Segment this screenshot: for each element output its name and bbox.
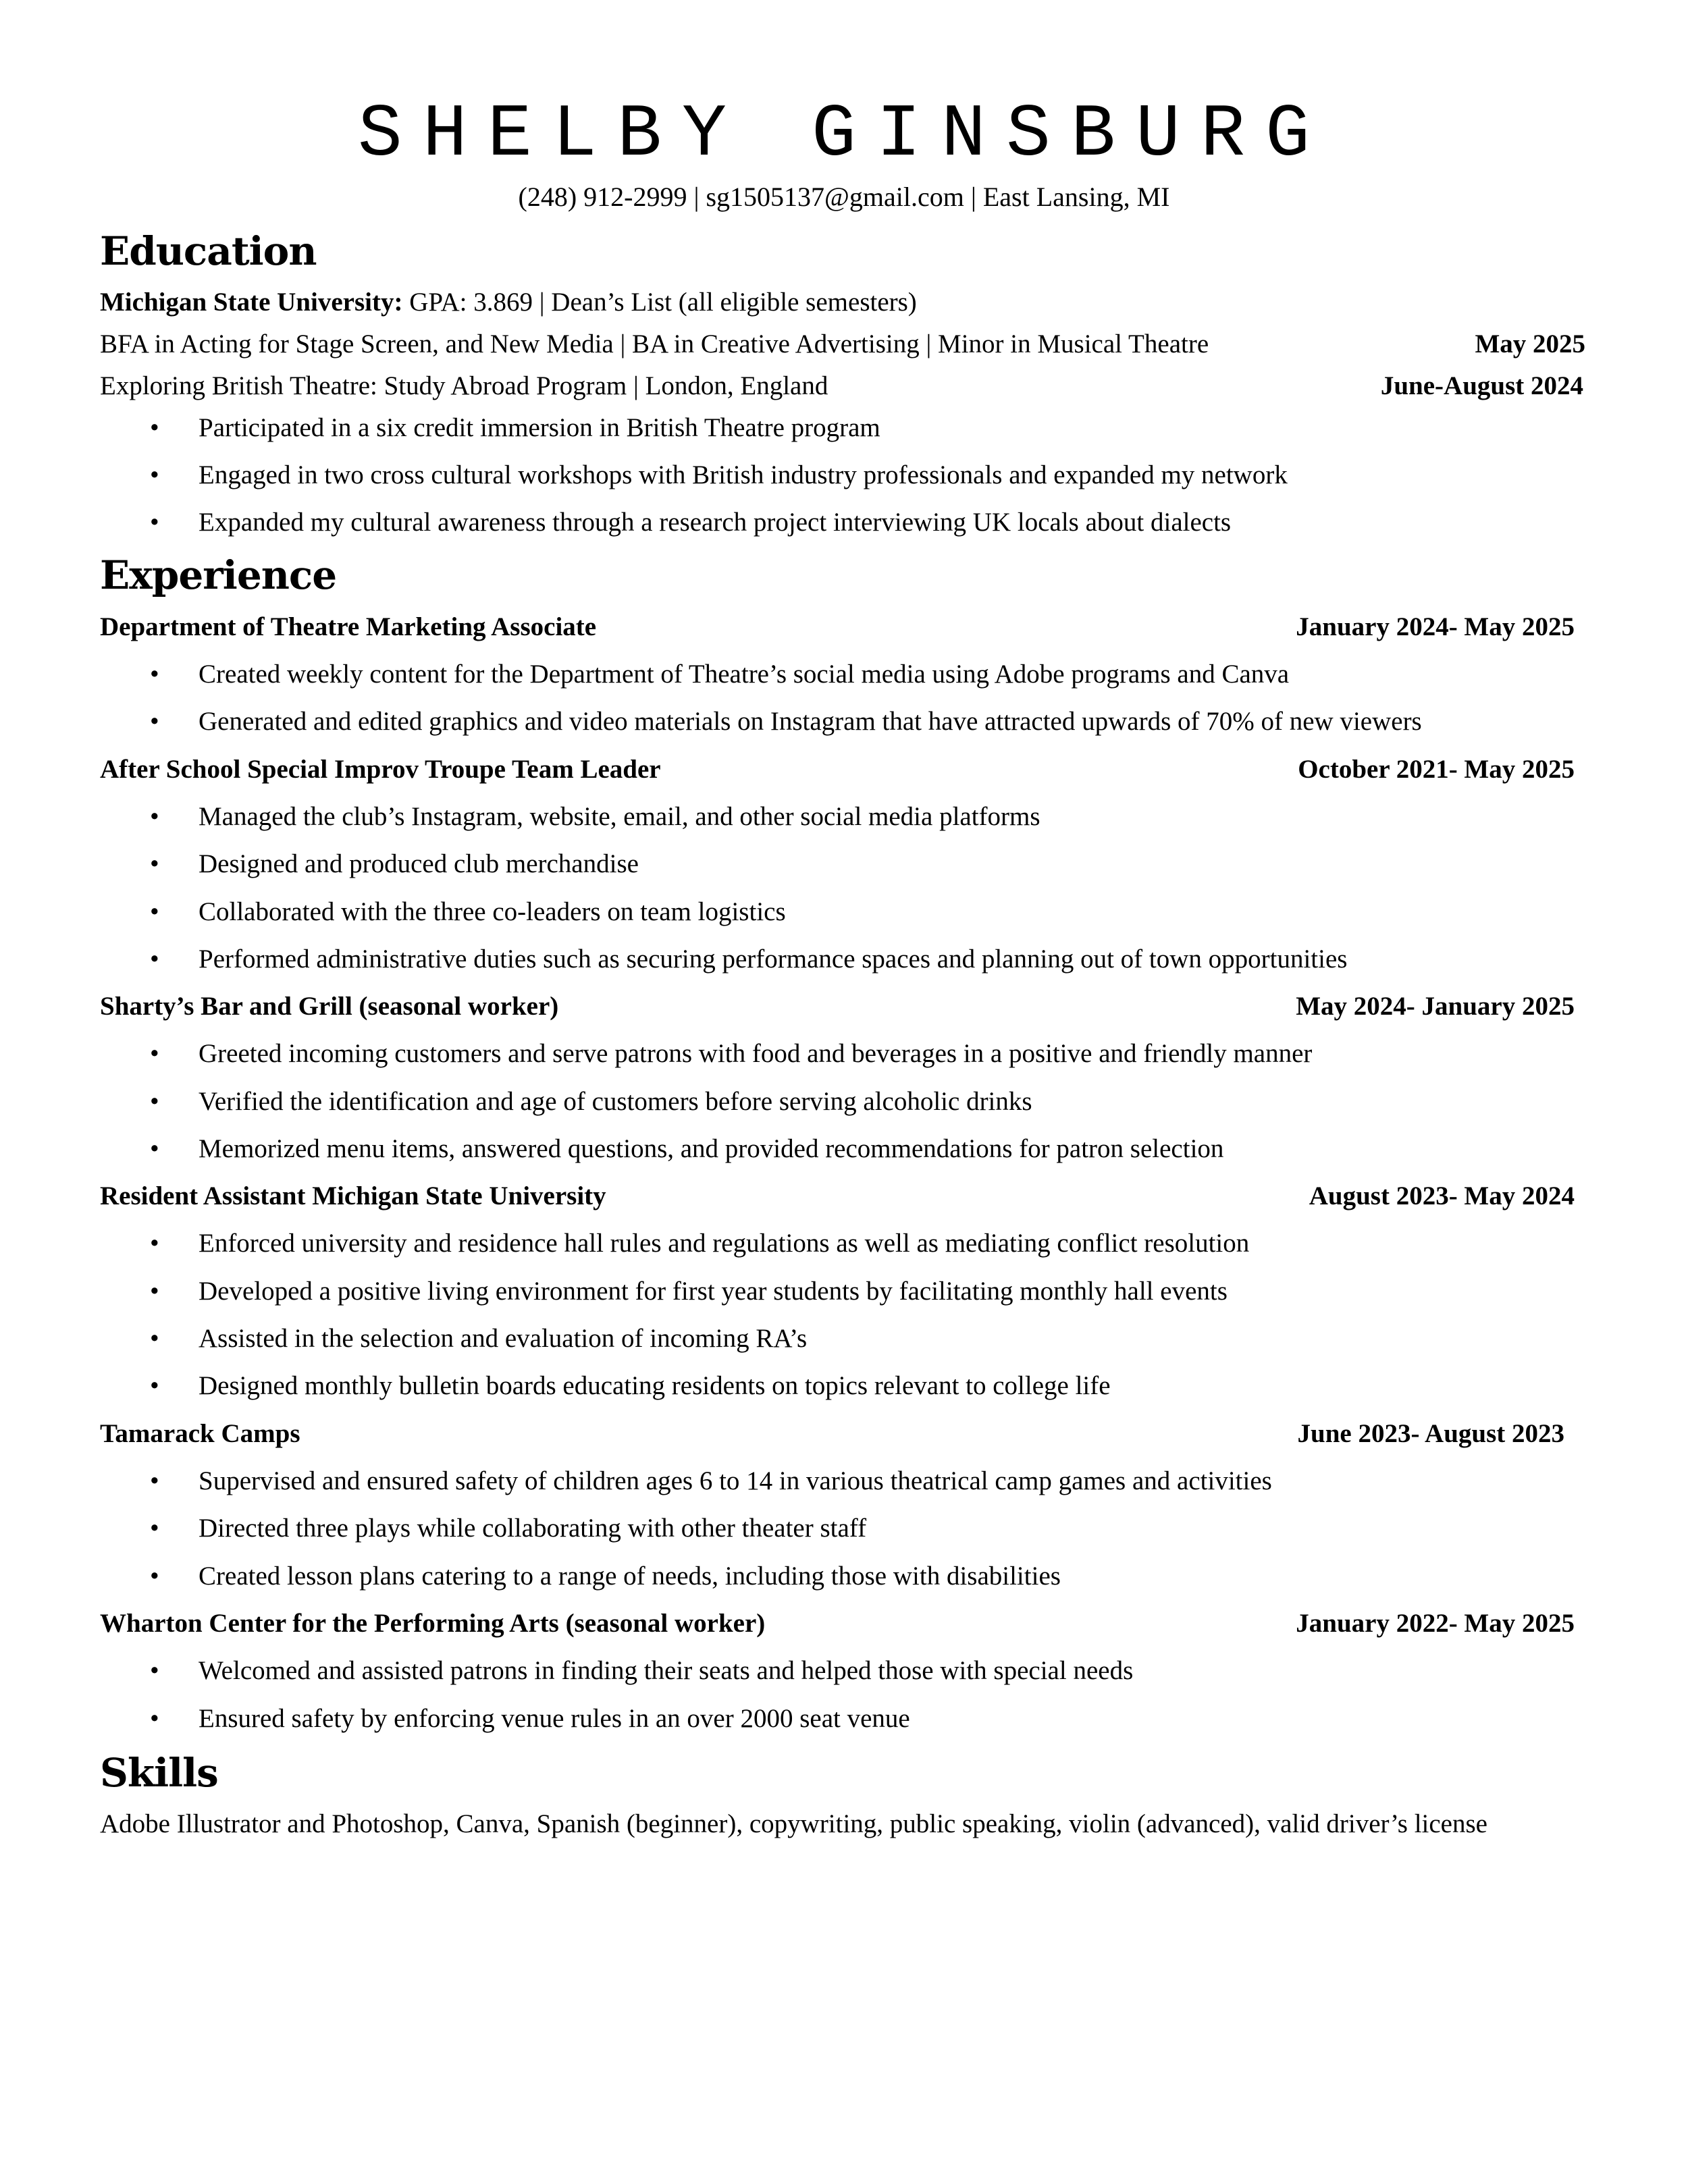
job-date: May 2024- January 2025 — [1296, 992, 1575, 1021]
job-title: Wharton Center for the Performing Arts (seasonal worker) — [100, 1609, 766, 1638]
list-item: Developed a positive living environment for first year students by facilitating monthly hall events — [199, 1277, 1228, 1306]
bullet-icon: • — [150, 1039, 159, 1068]
job-date: January 2022- May 2025 — [1296, 1609, 1575, 1638]
bullet-icon: • — [150, 1704, 159, 1733]
abroad-line: Exploring British Theatre: Study Abroad Program | London, England — [100, 371, 828, 400]
bullet-icon: • — [150, 707, 159, 736]
list-item: Expanded my cultural awareness through a research project interviewing UK locals about dialects — [199, 508, 1232, 537]
list-item: Created weekly content for the Department of Theatre’s social media using Adobe programs and Canva — [199, 660, 1290, 689]
job-title: Tamarack Camps — [100, 1419, 300, 1448]
experience-heading: Experience — [100, 552, 337, 598]
list-item: Created lesson plans catering to a range of needs, including those with disabilities — [199, 1562, 1061, 1591]
list-item: Managed the club’s Instagram, website, email, and other social media platforms — [199, 802, 1040, 831]
job-title: Department of Theatre Marketing Associate — [100, 612, 597, 641]
school-detail: GPA: 3.869 | Dean’s List (all eligible semesters) — [402, 288, 917, 317]
list-item: Verified the identification and age of customers before serving alcoholic drinks — [199, 1087, 1032, 1116]
candidate-name: SHELBY GINSBURG — [357, 93, 1331, 178]
list-item: Enforced university and residence hall rules and regulations as well as mediating conflict resolution — [199, 1229, 1250, 1258]
abroad-date: June-August 2024 — [1380, 371, 1583, 400]
list-item: Performed administrative duties such as securing performance spaces and planning out of town opportunities — [199, 944, 1348, 974]
bullet-icon: • — [150, 1134, 159, 1163]
list-item: Ensured safety by enforcing venue rules in an over 2000 seat venue — [199, 1704, 910, 1733]
bullet-icon: • — [150, 802, 159, 831]
bullet-icon: • — [150, 1324, 159, 1353]
list-item: Designed monthly bulletin boards educating residents on topics relevant to college life — [199, 1371, 1111, 1400]
bullet-icon: • — [150, 460, 159, 489]
school-line — [100, 285, 917, 320]
list-item: Supervised and ensured safety of children ages 6 to 14 in various theatrical camp games and activities — [199, 1466, 1272, 1495]
contact-info: (248) 912-2999 | sg1505137@gmail.com | East Lansing, MI — [518, 182, 1170, 212]
job-title: After School Special Improv Troupe Team Leader — [100, 755, 661, 784]
job-date: August 2023- May 2024 — [1309, 1181, 1575, 1210]
bullet-icon: • — [150, 1562, 159, 1591]
list-item: Generated and edited graphics and video materials on Instagram that have attracted upwards of 70% of new viewers — [199, 707, 1422, 736]
degree-line: BFA in Acting for Stage Screen, and New Media | BA in Creative Advertising | Minor in Musical Theatre — [100, 329, 1209, 358]
bullet-icon: • — [150, 849, 159, 878]
education-heading: Education — [100, 228, 317, 274]
bullet-icon: • — [150, 1656, 159, 1685]
list-item: Welcomed and assisted patrons in finding their seats and helped those with special needs — [199, 1656, 1134, 1685]
list-item: Participated in a six credit immersion in British Theatre program — [199, 413, 880, 442]
bullet-icon: • — [150, 944, 159, 974]
list-item: Directed three plays while collaborating with other theater staff — [199, 1514, 867, 1543]
job-date: January 2024- May 2025 — [1296, 612, 1575, 641]
bullet-icon: • — [150, 660, 159, 689]
list-item: Memorized menu items, answered questions, and provided recommendations for patron selection — [199, 1134, 1224, 1163]
list-item: Assisted in the selection and evaluation of incoming RA’s — [199, 1324, 808, 1353]
bullet-icon: • — [150, 413, 159, 442]
bullet-icon: • — [150, 1277, 159, 1306]
list-item: Greeted incoming customers and serve patrons with food and beverages in a positive and friendly manner — [199, 1039, 1313, 1068]
list-item: Engaged in two cross cultural workshops with British industry professionals and expanded my network — [199, 460, 1288, 489]
bullet-icon: • — [150, 1466, 159, 1495]
bullet-icon: • — [150, 1514, 159, 1543]
bullet-icon: • — [150, 508, 159, 537]
degree-date: May 2025 — [1475, 329, 1585, 358]
school-name: Michigan State University: — [100, 288, 403, 317]
bullet-icon: • — [150, 1229, 159, 1258]
bullet-icon: • — [150, 1371, 159, 1400]
bullet-icon: • — [150, 1087, 159, 1116]
job-date: June 2023- August 2023 — [1297, 1419, 1564, 1448]
list-item: Collaborated with the three co-leaders on team logistics — [199, 897, 786, 926]
list-item: Designed and produced club merchandise — [199, 849, 639, 878]
job-title: Sharty’s Bar and Grill (seasonal worker) — [100, 992, 559, 1021]
skills-heading: Skills — [100, 1750, 218, 1796]
bullet-icon: • — [150, 897, 159, 926]
job-date: October 2021- May 2025 — [1298, 755, 1575, 784]
skills-text: Adobe Illustrator and Photoshop, Canva, Spanish (beginner), copywriting, public speaking, violin (advanced), valid driver’s license — [100, 1809, 1487, 1838]
job-title: Resident Assistant Michigan State University — [100, 1181, 606, 1210]
